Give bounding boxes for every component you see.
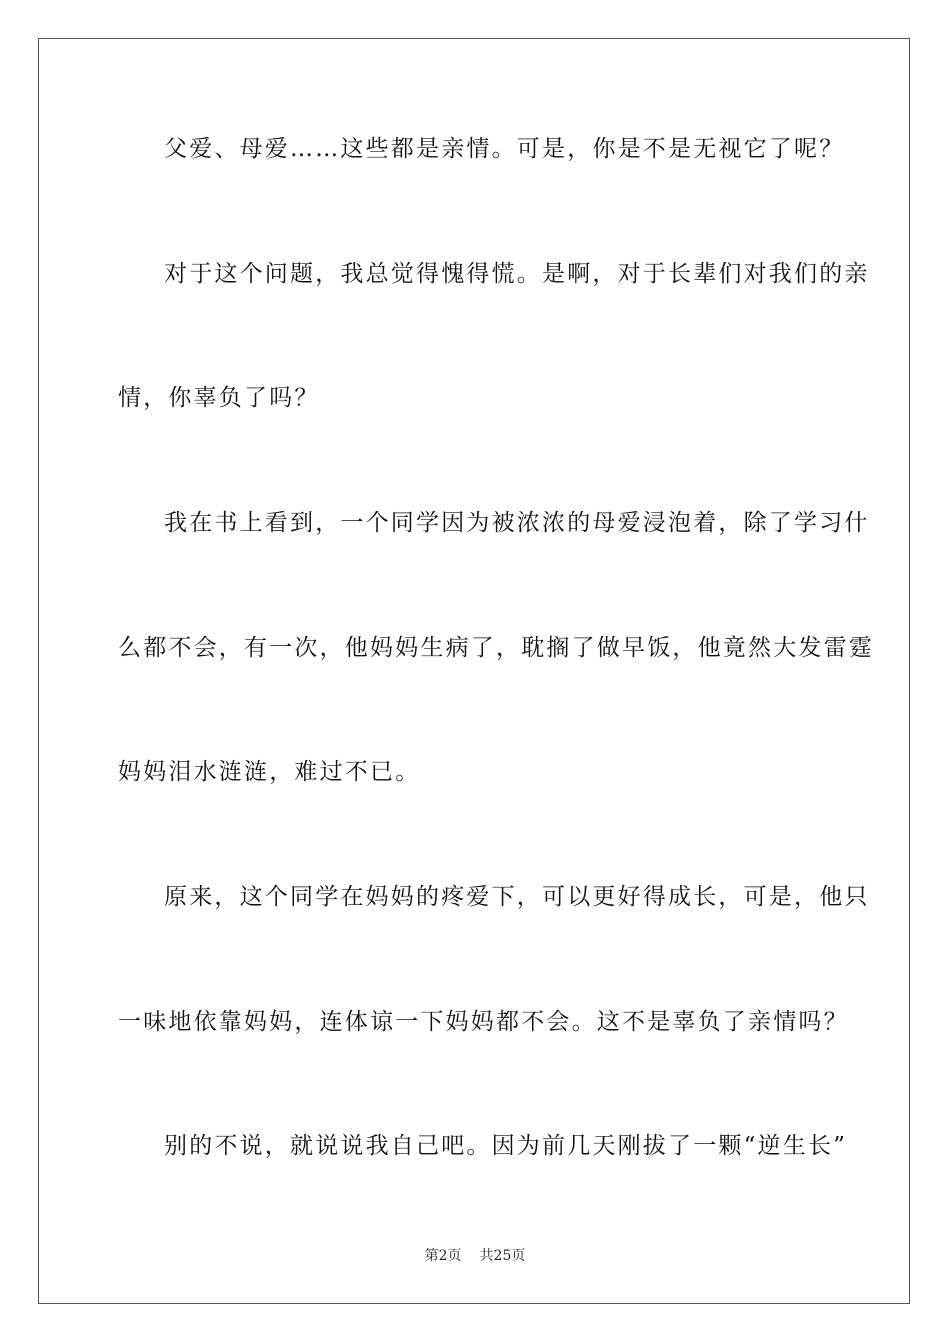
text-line-9: 别的不说，就说说我自己吧。因为前几天刚拔了一颗“逆生长” (164, 1133, 848, 1159)
text-line-1: 父爱、母爱……这些都是亲情。可是，你是不是无视它了呢？ (164, 136, 845, 162)
text-line-5: 么都不会，有一次，他妈妈生病了，耽搁了做早饭，他竟然大发雷霆 (118, 635, 874, 661)
text-line-8: 一味地依靠妈妈，连体谅一下妈妈都不会。这不是辜负了亲情吗？ (118, 1009, 849, 1035)
page-number: 第2页 (424, 1248, 462, 1264)
text-line-2: 对于这个问题，我总觉得愧得慌。是啊，对于长辈们对我们的亲 (164, 261, 870, 287)
text-line-7: 原来，这个同学在妈妈的疼爱下，可以更好得成长，可是，他只 (164, 884, 870, 910)
page-border (38, 38, 910, 1304)
page-footer (0, 1247, 950, 1265)
total-pages: 共25页 (479, 1248, 526, 1264)
text-line-4: 我在书上看到，一个同学因为被浓浓的母爱浸泡着，除了学习什 (164, 510, 870, 536)
text-line-6: 妈妈泪水涟涟，难过不已。 (118, 759, 421, 785)
text-line-3: 情，你辜负了吗？ (118, 385, 320, 411)
